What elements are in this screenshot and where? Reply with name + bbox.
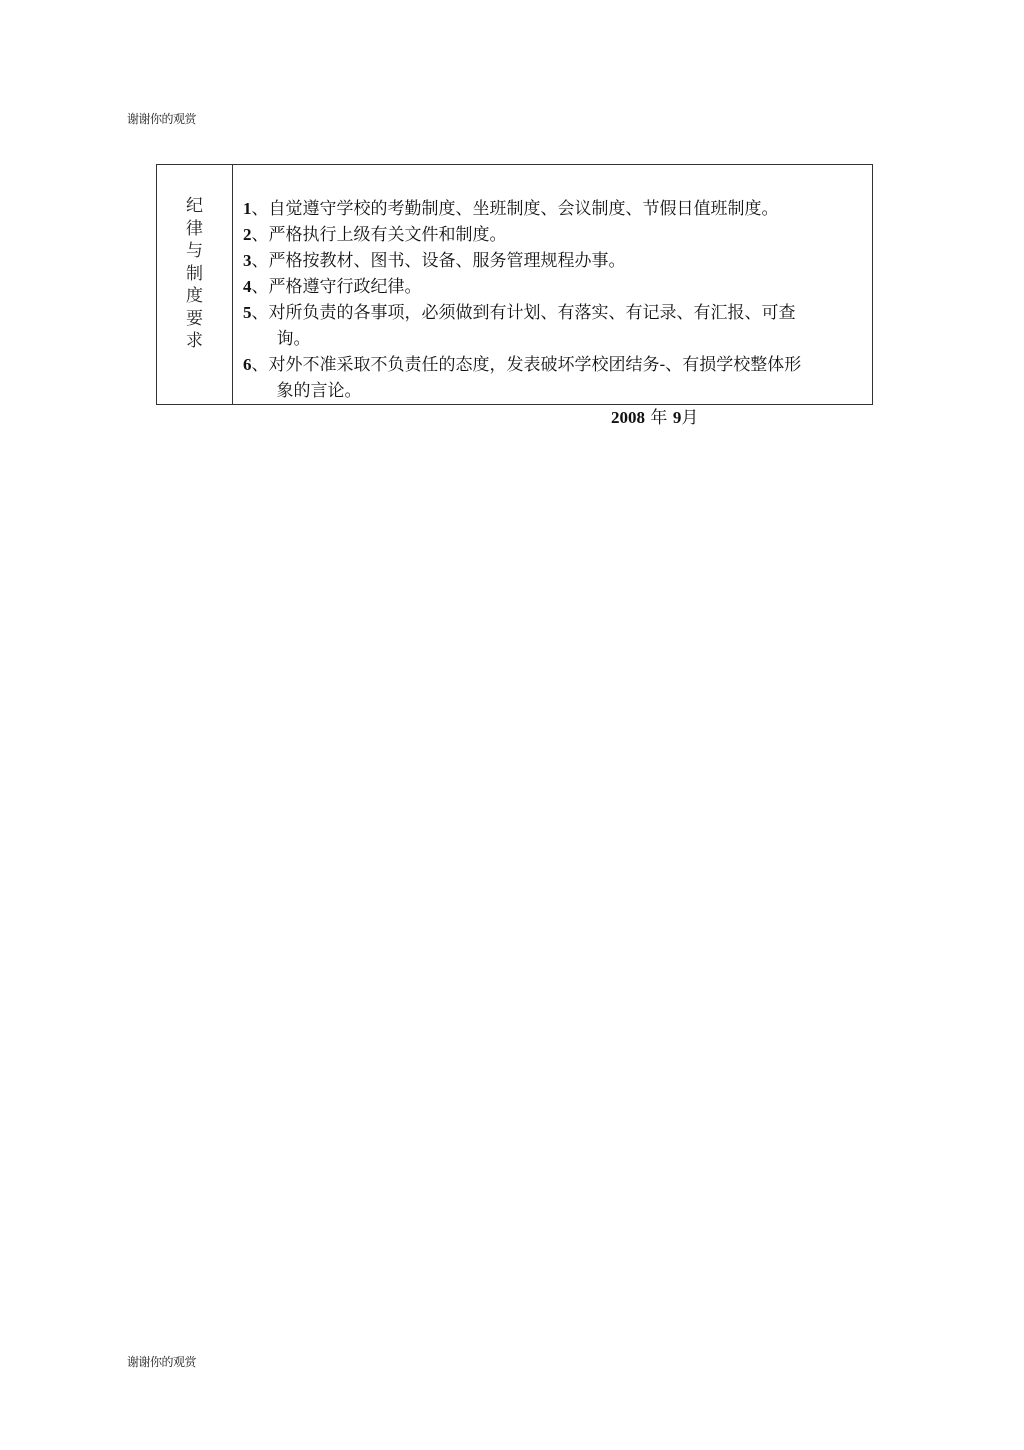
item-separator: 、 [251,225,269,245]
header-note: 谢谢你的观赏 [127,112,197,126]
date-month-unit: 月 [681,408,699,428]
list-item [243,352,870,404]
date-month: 9 [672,408,682,427]
item-line: 询。 [276,329,311,349]
document-date [611,405,698,431]
list-item [243,196,870,222]
label-char: 律 [186,218,203,239]
item-separator: 、 [251,355,269,375]
item-separator: 、 [251,199,269,219]
item-text [269,300,871,352]
item-line: 象的言论。 [276,381,362,401]
item-number: 3 [243,251,252,270]
item-number: 6 [243,355,252,374]
footer-note: 谢谢你的观赏 [127,1355,197,1369]
item-text [269,352,871,404]
label-char: 求 [186,331,203,351]
item-separator: 、 [251,251,269,271]
item-line: 对外不准采取不负责任的态度，发表破坏学校团结务-、有损学校整体形 [268,355,802,375]
item-separator: 、 [251,277,269,297]
list-item [243,222,870,248]
table-label [157,195,232,353]
item-number: 2 [243,225,252,244]
item-line: 对所负责的各事项，必须做到有计划、有落实、有记录、有汇报、可查 [268,303,796,323]
requirements-table [156,164,873,405]
label-char: 要 [186,308,203,329]
list-item [243,274,870,300]
item-text: 严格执行上级有关文件和制度。 [268,225,507,245]
item-text: 严格按教材、图书、设备、服务管理规程办事。 [268,251,626,271]
label-char: 制 [186,263,203,284]
label-char: 度 [186,286,203,306]
label-char: 纪 [186,196,203,216]
label-char: 与 [186,241,203,261]
date-year: 2008 [611,408,645,427]
item-number: 4 [243,277,252,296]
requirements-list [243,196,870,404]
item-separator: 、 [251,303,269,323]
item-text: 自觉遵守学校的考勤制度、坐班制度、会议制度、节假日值班制度。 [268,199,779,219]
item-text: 严格遵守行政纪律。 [268,277,422,297]
list-item [243,300,870,352]
item-number: 5 [243,303,252,322]
item-number: 1 [243,199,252,218]
table-label-cell [157,165,233,404]
list-item [243,248,870,274]
date-year-unit: 年 [650,408,668,428]
table-content-cell [233,165,872,404]
